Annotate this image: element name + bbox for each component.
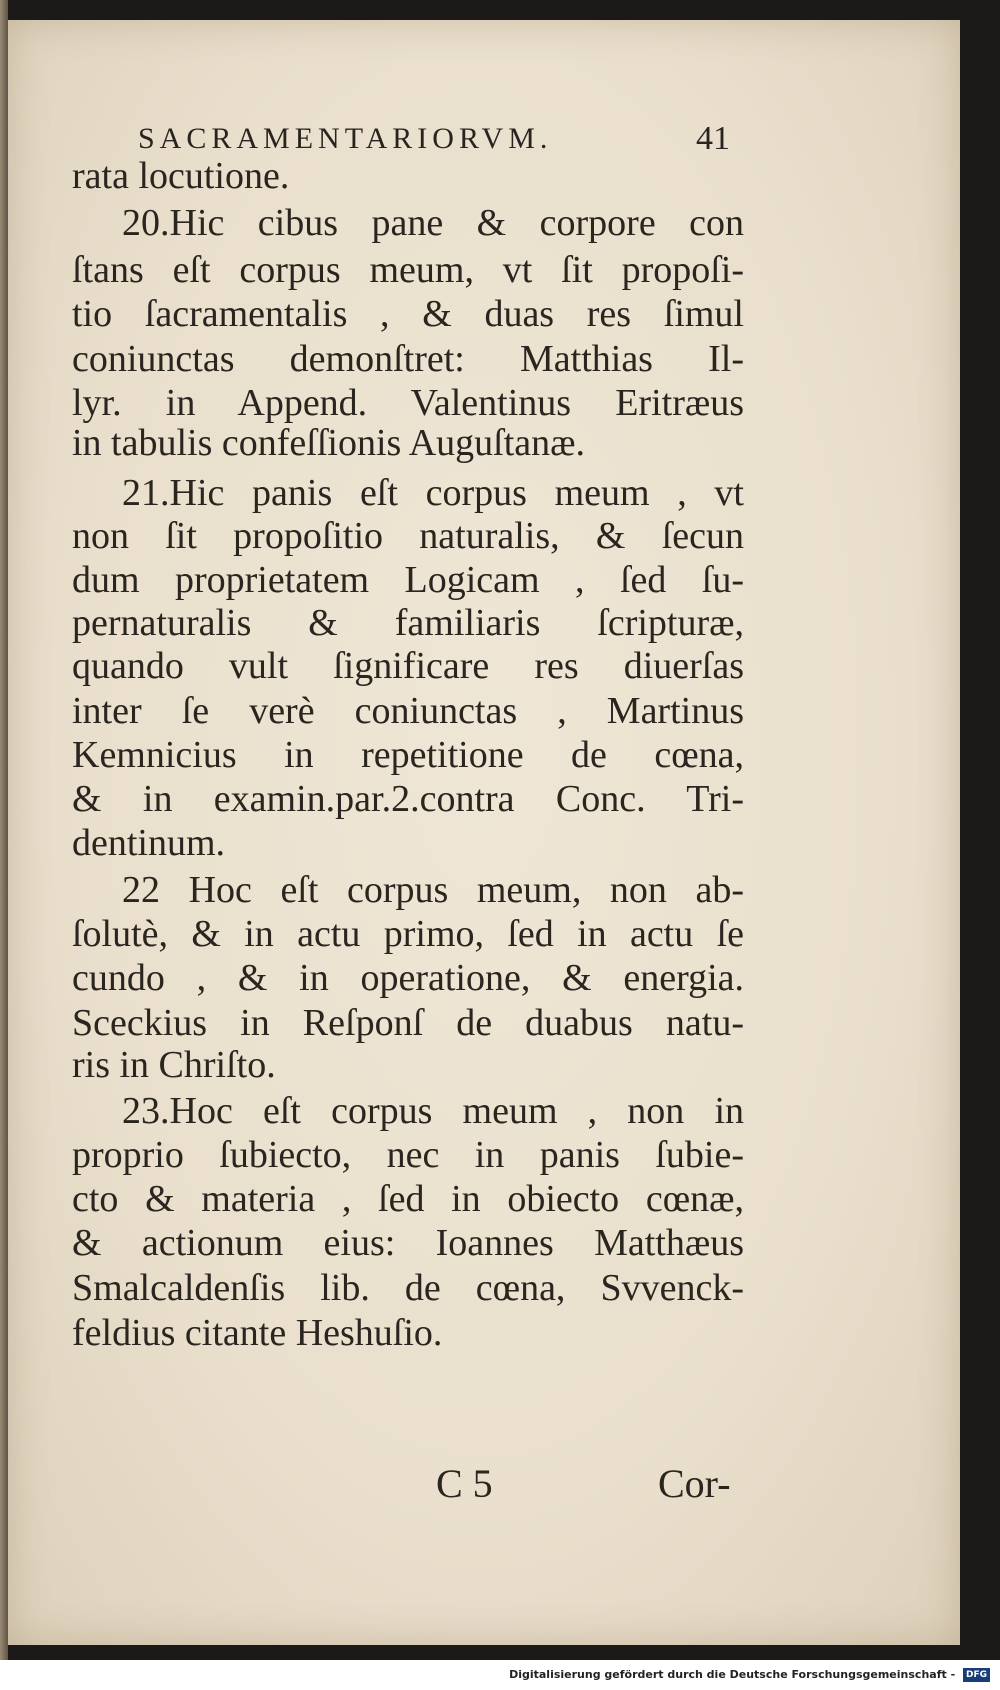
text-line: cto & materia , ſed in obiecto cœnæ, [72, 1178, 744, 1220]
text-line: tio ſacramentalis , & duas res ſimul [72, 293, 744, 335]
digitization-credit [0, 1664, 990, 1686]
text-line: dentinum. [72, 822, 226, 864]
text-line: in tabulis confeſſionis Auguſtanæ. [72, 422, 585, 464]
text-line: Kemnicius in repetitione de cœna, [72, 734, 744, 776]
text-line: Sceckius in Reſponſ de duabus natu- [72, 1002, 744, 1044]
text-line: dum proprietatem Logicam , ſed ſu- [72, 559, 744, 601]
credit-text: Digitalisierung gefördert durch die Deutsche Forschungsgemeinschaft - [509, 1668, 956, 1681]
signature-mark: C 5 [436, 1461, 493, 1506]
text-line: & actionum eius: Ioannes Matthæus [72, 1222, 744, 1264]
text-line: & in examin.par.2.contra Conc. Tri- [72, 778, 744, 820]
text-line: coniunctas demonſtret: Matthias Il- [72, 338, 744, 380]
text-line: lyr. in Append. Valentinus Eritræus [72, 382, 744, 424]
text-line: ſtans eſt corpus meum, vt ſit propoſi- [72, 249, 744, 291]
text-line: non ſit propoſitio naturalis, & ſecun [72, 515, 744, 557]
text-line: feldius citante Heshuſio. [72, 1312, 443, 1354]
text-line: quando vult ſignificare res diuerſas [72, 645, 744, 687]
page-number: 41 [696, 120, 730, 157]
text-line: 21.Hic panis eſt corpus meum , vt [122, 472, 744, 514]
dfg-logo: DFG [963, 1668, 990, 1682]
text-line: rata locutione. [72, 155, 290, 197]
text-line: ſolutè, & in actu primo, ſed in actu ſe [72, 913, 744, 955]
text-line: cundo , & in operatione, & energia. [72, 957, 744, 999]
running-head: SACRAMENTARIORVM. [138, 122, 553, 155]
text-line: inter ſe verè coniunctas , Martinus [72, 690, 744, 732]
text-line: proprio ſubiecto, nec in panis ſubie- [72, 1134, 744, 1176]
text-line: 20.Hic cibus pane & corpore con [122, 202, 744, 244]
text-line: Smalcaldenſis lib. de cœna, Svvenck- [72, 1267, 744, 1309]
text-line: pernaturalis & familiaris ſcripturæ, [72, 602, 744, 644]
book-page [8, 20, 960, 1645]
text-line: ris in Chriſto. [72, 1044, 276, 1086]
text-line: 23.Hoc eſt corpus meum , non in [122, 1090, 744, 1132]
catchword: Cor- [658, 1461, 731, 1506]
text-line: 22 Hoc eſt corpus meum, non ab- [122, 869, 744, 911]
binding-edge [0, 0, 8, 1660]
